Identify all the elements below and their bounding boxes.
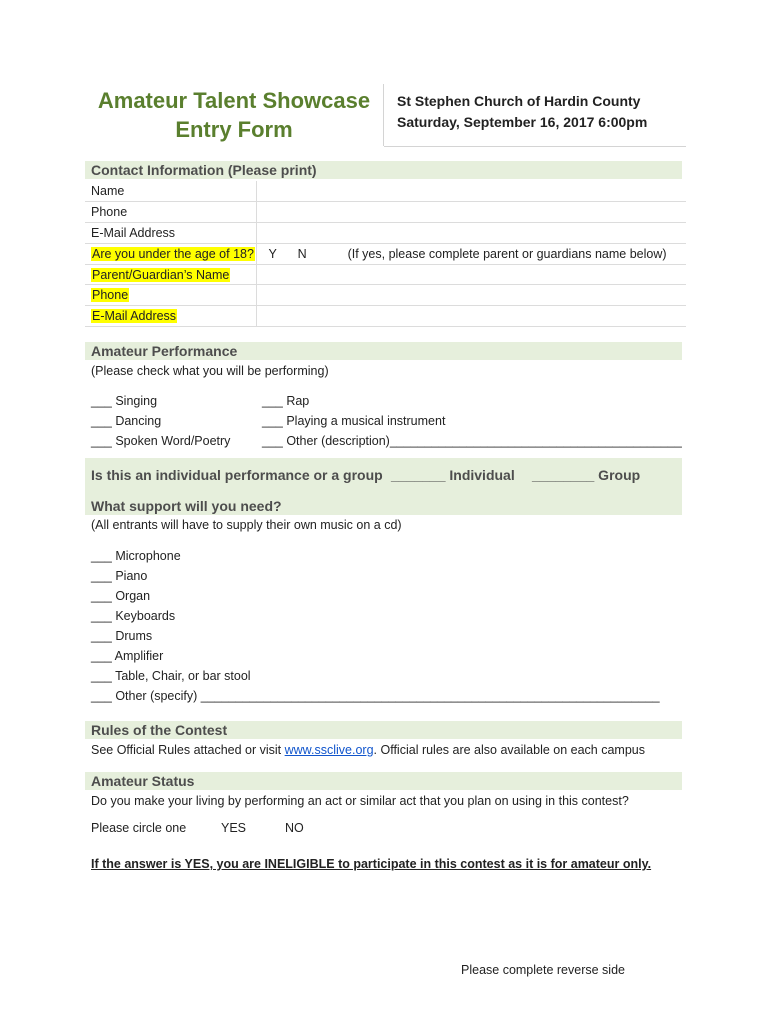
rules-text [91,743,645,757]
age-question-label: Are you under the age of 18? [92,246,254,261]
email-label: E-Mail Address [85,223,256,244]
support-drums[interactable]: ___ Drums [91,629,153,643]
guardian-name-label: Parent/Guardian’s Name [92,267,230,282]
guardian-name-cell [85,264,256,285]
table-row [85,264,686,285]
group-option[interactable]: ________ Group [532,467,641,483]
support-microphone[interactable]: ___ Microphone [91,549,181,563]
yes-option[interactable]: Y [268,246,277,261]
support-keyboards[interactable]: ___ Keyboards [91,609,176,623]
rules-section-heading: Rules of the Contest [91,722,228,738]
support-amplifier[interactable]: ___ Amplifier [91,649,164,663]
rules-text-after: . Official rules are also available on each campus [373,743,645,757]
status-no-option[interactable]: NO [285,821,304,835]
guardian-name-field[interactable] [256,264,686,285]
support-piano[interactable]: ___ Piano [91,569,148,583]
reverse-side-note: Please complete reverse side [461,963,625,977]
option-other[interactable]: ___ Other (description)__________________________________________ [262,434,682,448]
contact-table [85,181,686,327]
table-row [85,202,686,223]
guardian-phone-field[interactable] [256,285,686,306]
rules-text-before: See Official Rules attached or visit [91,743,285,757]
table-row [85,223,686,244]
age-note: (If yes, please complete parent or guardians name below) [347,246,667,261]
guardian-phone-cell [85,285,256,306]
support-instruction: (All entrants will have to supply their own music on a cd) [91,518,402,532]
support-other[interactable]: ___ Other (specify) __________________________________________________________________ [91,689,660,703]
table-row [85,181,686,202]
ineligible-warning: If the answer is YES, you are INELIGIBLE to participate in this contest as it is for amateur only. [91,857,652,871]
performance-instruction: (Please check what you will be performing) [91,364,329,378]
header-underline [384,146,686,147]
email-field[interactable] [256,223,686,244]
guardian-email-field[interactable] [256,306,686,327]
support-organ[interactable]: ___ Organ [91,589,151,603]
support-table-chair[interactable]: ___ Table, Chair, or bar stool [91,669,251,683]
rules-link[interactable]: www.ssclive.org [284,743,374,757]
guardian-email-label: E-Mail Address [92,309,177,324]
table-row [85,243,686,264]
age-answer-field[interactable] [256,243,686,264]
phone-field[interactable] [256,202,686,223]
circle-label: Please circle one [91,821,187,835]
age-question-cell [85,243,256,264]
phone-label: Phone [85,202,256,223]
option-instrument[interactable]: ___ Playing a musical instrument [262,414,446,428]
no-option[interactable]: N [297,246,307,261]
option-rap[interactable]: ___ Rap [262,394,310,408]
option-dancing[interactable]: ___ Dancing [91,414,162,428]
option-spoken-word[interactable]: ___ Spoken Word/Poetry [91,434,231,448]
option-singing[interactable]: ___ Singing [91,394,158,408]
guardian-phone-label: Phone [92,288,129,303]
event-date: Saturday, September 16, 2017 6:00pm [397,114,648,130]
individual-option[interactable]: _______ Individual [391,467,515,483]
table-row [85,306,686,327]
header-divider [383,84,384,146]
status-section-heading: Amateur Status [91,773,195,789]
status-question: Do you make your living by performing an act or similar act that you plan on using in this contest? [91,794,629,808]
guardian-email-cell [85,306,256,327]
name-field[interactable] [256,181,686,202]
group-question: Is this an individual performance or a group [91,467,383,483]
form-subtitle: Entry Form [175,117,293,142]
contact-section-heading: Contact Information (Please print) [91,162,317,178]
table-row [85,285,686,306]
name-label: Name [85,181,256,202]
support-section-heading: What support will you need? [91,498,282,514]
status-yes-option[interactable]: YES [221,821,247,835]
event-venue: St Stephen Church of Hardin County [397,93,641,109]
form-title: Amateur Talent Showcase [97,88,371,113]
performance-section-heading: Amateur Performance [91,343,238,359]
